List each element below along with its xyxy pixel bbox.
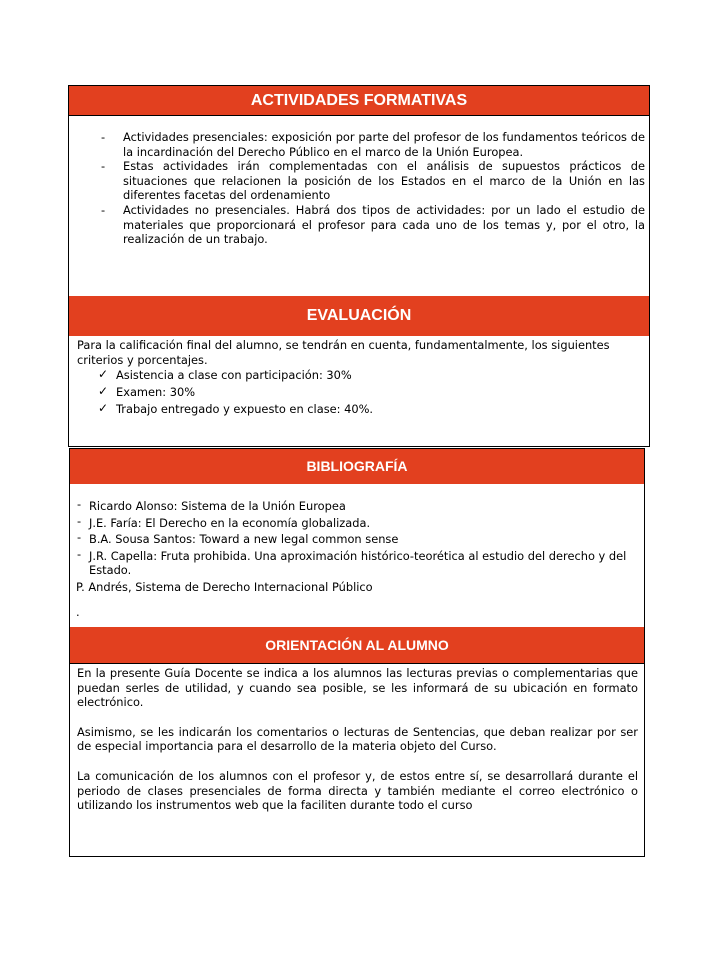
- bibliography-list: [76, 499, 638, 578]
- bibliography-trailing-mark: .: [76, 604, 80, 619]
- activities-list: [69, 130, 645, 247]
- dash-bullet-icon: -: [101, 202, 106, 217]
- list-item: ✓ Asistencia a clase con participación: 30%: [98, 367, 352, 383]
- dash-bullet-icon: -: [77, 530, 82, 545]
- bibliography-orientation-box: [69, 448, 645, 857]
- section-header-evaluacion: EVALUACIÓN: [69, 296, 649, 336]
- list-item: - Actividades presenciales: exposición por parte del profesor de los fundamentos teóricos de la incardinación del Derecho Público en el marco de la Unión Europea.: [101, 130, 645, 159]
- dash-bullet-icon: -: [101, 159, 106, 174]
- bibliography-extra: P. Andrés, Sistema de Derecho Internacional Público: [76, 579, 373, 594]
- bibliography-body: [76, 499, 638, 617]
- list-item: - Estas actividades irán complementadas con el análisis de supuestos prácticos de situaciones que relacionen la posición de los Estados en el marco de la Unión en las diferentes facetas del ordenamiento: [101, 159, 645, 203]
- dash-bullet-icon: -: [101, 130, 106, 144]
- checkmark-icon: ✓: [98, 384, 109, 399]
- checkmark-icon: ✓: [98, 367, 109, 382]
- list-item: ✓ Trabajo entregado y expuesto en clase: 40%.: [98, 401, 374, 417]
- criteria-list: [69, 367, 643, 418]
- formative-activities-evaluation-box: [68, 85, 650, 447]
- evaluation-intro: Para la calificación final del alumno, se tendrán en cuenta, fundamentalmente, los siguientes criterios y porcentajes.: [77, 338, 610, 367]
- list-item: - Ricardo Alonso: Sistema de la Unión Europea: [77, 497, 346, 513]
- list-item: - J.R. Capella: Fruta prohibida. Una aproximación histórico-teorética al estudio del derecho y del Estado.: [77, 546, 627, 578]
- section-header-bibliografia: BIBLIOGRAFÍA: [70, 449, 644, 484]
- evaluation-body: [77, 338, 643, 418]
- checkmark-icon: ✓: [98, 401, 109, 416]
- list-item: ✓ Examen: 30%: [98, 384, 196, 400]
- section-header-orientacion: ORIENTACIÓN AL ALUMNO: [70, 627, 644, 664]
- dash-bullet-icon: -: [77, 497, 82, 511]
- orientation-paragraph: Asimismo, se les indicarán los comentarios o lecturas de Sentencias, que deban realizar por ser de especial importancia para el desarrollo de la materia objeto del Curso.: [77, 724, 638, 754]
- section-header-actividades: ACTIVIDADES FORMATIVAS: [69, 86, 649, 116]
- list-item: - B.A. Sousa Santos: Toward a new legal common sense: [77, 530, 399, 547]
- list-item: - Actividades no presenciales. Habrá dos tipos de actividades: por un lado el estudio de materiales que proporcionará el profesor para cada uno de los temas y, por el otro, la realización de un trabajo.: [101, 202, 645, 247]
- dash-bullet-icon: -: [77, 546, 82, 561]
- list-item: - J.E. Faría: El Derecho en la economía globalizada.: [77, 513, 371, 530]
- dash-bullet-icon: -: [77, 513, 82, 528]
- orientation-paragraph: La comunicación de los alumnos con el profesor y, de estos entre sí, se desarrollará durante el periodo de clases presenciales de forma directa y también mediante el correo electrónico o utilizando los instrumentos web que la faciliten durante todo el curso: [77, 768, 638, 813]
- orientation-paragraph: En la presente Guía Docente se indica a los alumnos las lecturas previas o complementarias que puedan serles de utilidad, y cuando sea posible, se les informará de su ubicación en formato electrónico.: [77, 666, 638, 710]
- orientation-body: [77, 666, 638, 813]
